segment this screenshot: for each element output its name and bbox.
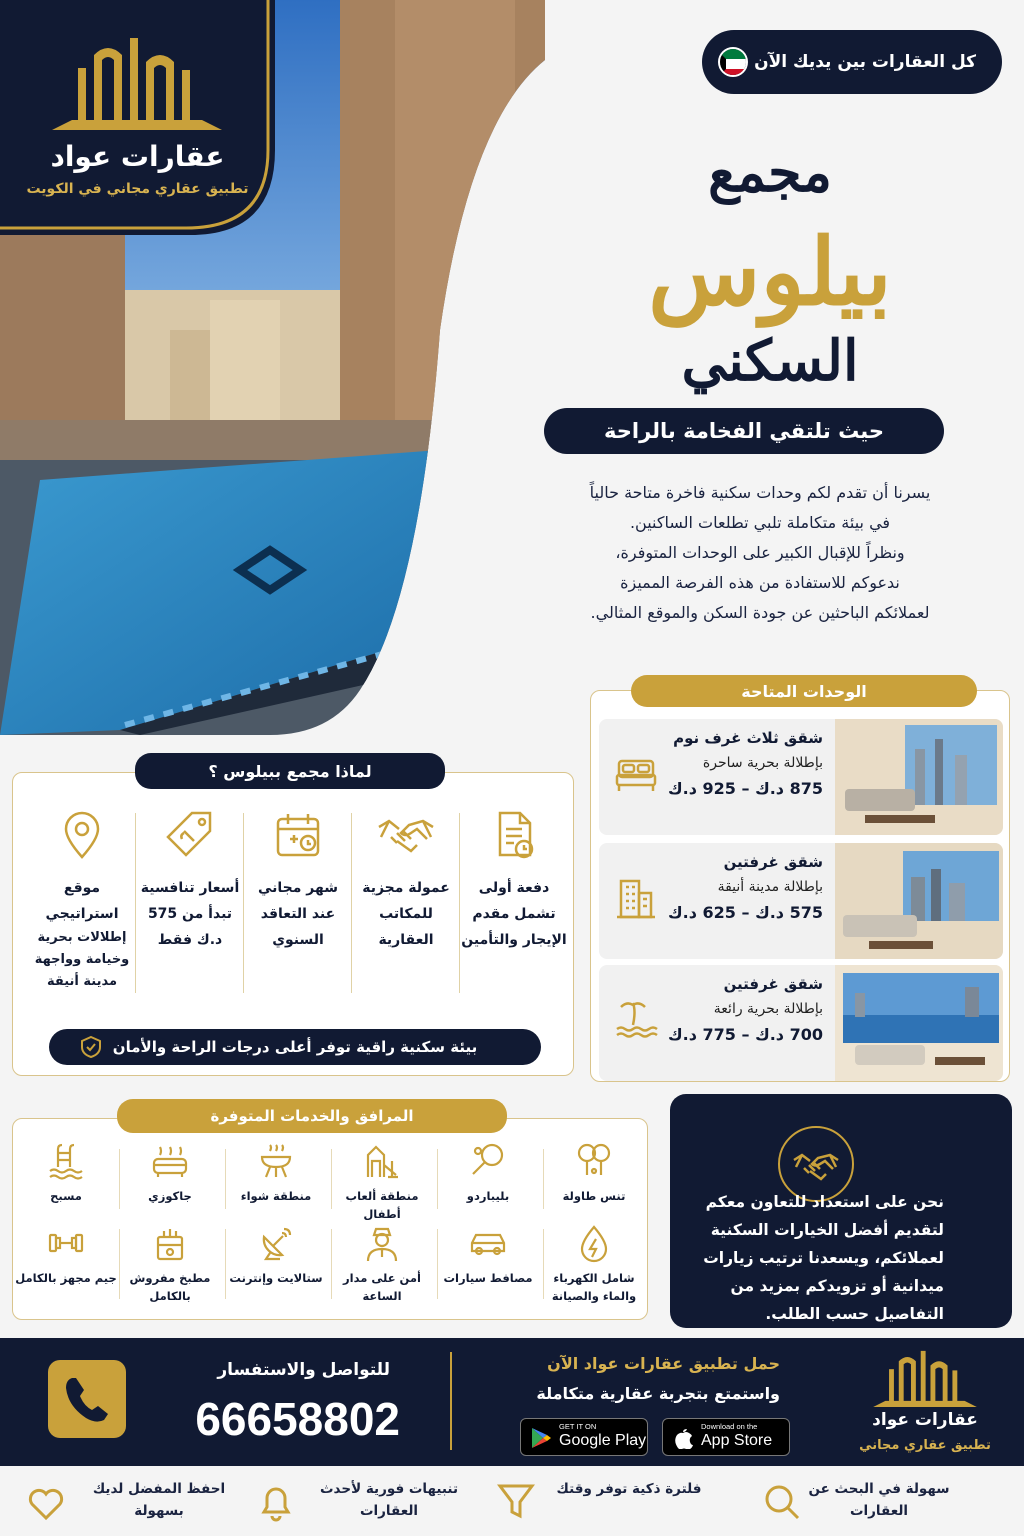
facility-item — [13, 1223, 119, 1287]
title-line-1: مجمع — [708, 140, 832, 204]
kuwait-flag-icon — [718, 47, 748, 77]
facility-item — [435, 1141, 541, 1205]
facility-label: مصافط سيارات — [443, 1271, 533, 1285]
calendar-icon — [272, 809, 324, 861]
why-item-text: عمولة مجزية للمكاتب العقارية — [362, 880, 450, 948]
divider — [543, 1229, 544, 1299]
unit-photo — [835, 965, 1003, 1081]
feature-label: احفظ المفضل لديك بسهولة — [92, 1481, 226, 1519]
contact-app-bar — [0, 1338, 1024, 1466]
gym-icon — [46, 1223, 86, 1263]
facility-item — [541, 1141, 647, 1205]
why-item-commission — [353, 809, 459, 953]
brand-tagline: تطبيق عقاري مجاني في الكويت — [26, 181, 249, 197]
facility-item — [541, 1223, 647, 1305]
bell-icon — [254, 1480, 298, 1524]
facility-label: منطقة شواء — [240, 1189, 312, 1203]
divider — [543, 1149, 544, 1209]
utilities-icon — [574, 1223, 614, 1263]
divider — [351, 813, 352, 993]
table-tennis-icon — [574, 1141, 614, 1181]
unit-card[interactable] — [599, 719, 1003, 835]
unit-card[interactable] — [599, 843, 1003, 959]
facility-item — [223, 1141, 329, 1205]
divider — [437, 1229, 438, 1299]
cooperation-text: نحن على استعداد للتعاون معكم لتقديم أفضل الخيارات السكنية لعملائكم، ويسعدنا ترتيب زيارات ميدانية أو تزويدكم بمزيد من التفاصيل حسب الطلب. — [703, 1193, 944, 1323]
footer-brand-name: عقارات عواد — [872, 1410, 978, 1430]
app-download-subtitle: واستمتع بتجربة عقارية متكاملة — [536, 1384, 780, 1403]
heart-icon — [24, 1480, 68, 1524]
facility-label: جاكوزي — [148, 1189, 192, 1203]
facility-label: شامل الكهرباء والماء والصيانة — [551, 1271, 637, 1303]
facility-label: بليباردو — [466, 1189, 510, 1203]
unit-price: 575 د.ك – 625 د.ك — [667, 903, 823, 922]
billiards-icon — [468, 1141, 508, 1181]
jacuzzi-icon — [150, 1141, 190, 1181]
why-item-free-month — [245, 809, 351, 953]
why-banner-text: بيئة سكنية راقية توفر أعلى درجات الراحة والأمان — [112, 1038, 478, 1056]
app-store-label: App Store — [701, 1432, 773, 1449]
divider — [135, 813, 136, 993]
unit-price: 700 د.ك – 775 د.ك — [667, 1025, 823, 1044]
why-item-subtext: إطلالات بحرية وخيامة وواجهة مدينة أنيقة — [34, 930, 130, 989]
unit-price: 875 د.ك – 925 د.ك — [667, 779, 823, 798]
divider — [225, 1149, 226, 1209]
google-play-label: Google Play — [559, 1432, 647, 1449]
unit-name: شقق ثلاث غرف نوم — [673, 729, 823, 747]
footer-brand-logo — [840, 1346, 1010, 1462]
feature-item — [254, 1476, 484, 1526]
why-section — [12, 761, 574, 1076]
facility-item — [223, 1223, 329, 1287]
intro-line: ندعوكم للاستفادة من هذه الفرصة المميزة — [620, 573, 900, 592]
google-play-button[interactable] — [520, 1418, 648, 1456]
facility-label: أمن على مدار الساعة — [343, 1271, 421, 1303]
filter-icon — [494, 1480, 538, 1524]
top-banner-text: كل العقارات بين يديك الآن — [754, 52, 976, 72]
shield-check-icon — [79, 1035, 103, 1059]
divider — [331, 1229, 332, 1299]
title-line-2: بيلوس — [648, 218, 892, 326]
facilities-section-title: المرافق والخدمات المتوفرة — [117, 1099, 507, 1133]
brand-logo-icon — [52, 30, 222, 135]
top-banner-pill — [702, 30, 1002, 94]
unit-name: شقق غرفتين — [723, 853, 823, 871]
intro-line: ونظراً للإقبال الكبير على الوحدات المتوفرة، — [615, 543, 905, 562]
facility-item — [13, 1141, 119, 1205]
app-store-small-text: Download on the — [701, 1422, 758, 1431]
unit-photo — [835, 843, 1003, 959]
facility-label: ستالايت وإنترنت — [229, 1271, 323, 1285]
available-units-section — [590, 681, 1010, 1082]
facility-label: مطبخ مفروش بالكامل — [129, 1271, 211, 1303]
grill-icon — [256, 1141, 296, 1181]
feature-label: تنبيهات فورية لأحدث العقارات — [319, 1481, 459, 1519]
cooperation-box — [670, 1094, 1012, 1328]
footer-brand-tagline: تطبيق عقاري مجاني — [859, 1438, 991, 1453]
satellite-icon — [256, 1223, 296, 1263]
kitchen-icon — [150, 1223, 190, 1263]
google-play-icon — [529, 1426, 553, 1450]
app-download-title: حمل تطبيق عقارات عواد الآن — [547, 1354, 780, 1373]
handshake-icon — [377, 809, 435, 861]
playground-icon — [362, 1141, 402, 1181]
divider — [225, 1229, 226, 1299]
divider — [459, 813, 460, 993]
intro-line: لعملائكم الباحثين عن جودة السكن والموقع المثالي. — [590, 603, 930, 622]
google-play-small-text: GET IT ON — [559, 1422, 597, 1431]
why-item-text: أسعار تنافسية تبدأ من 575 د.ك فقط — [140, 880, 240, 948]
why-item-text: دفعة أولى تشمل مقدم الإيجار والتأمين — [461, 880, 567, 948]
phone-icon — [48, 1360, 126, 1438]
divider — [437, 1149, 438, 1209]
title-tagline: حيث تلتقي الفخامة بالراحة — [544, 408, 944, 454]
security-guard-icon — [362, 1223, 402, 1263]
feature-item — [494, 1476, 724, 1526]
facility-item — [329, 1223, 435, 1305]
why-item-text: شهر مجاني عند التعاقد السنوي — [257, 880, 339, 948]
feature-item — [744, 1476, 974, 1526]
brand-name: عقارات عواد — [50, 140, 225, 173]
price-tag-icon — [164, 809, 216, 861]
divider — [243, 813, 244, 993]
unit-view: بإطلالة مدينة أنيقة — [717, 879, 823, 895]
feature-label: سهولة في البحث عن العقارات — [808, 1481, 950, 1519]
divider — [119, 1149, 120, 1209]
location-pin-icon — [56, 809, 108, 861]
feature-label: فلترة ذكية توفر وقتك — [556, 1481, 702, 1497]
brand-logo-panel — [0, 0, 275, 235]
facility-item — [435, 1223, 541, 1287]
brand-logo-icon — [870, 1346, 980, 1410]
car-icon — [468, 1223, 508, 1263]
unit-view: بإطلالة بحرية رائعة — [713, 1001, 823, 1017]
divider — [119, 1229, 120, 1299]
facilities-section — [12, 1107, 648, 1320]
units-section-title: الوحدات المتاحة — [631, 675, 977, 707]
title-line-3: السكني — [681, 328, 859, 394]
facility-label: تنس طاولة — [562, 1189, 626, 1203]
intro-line: في بيئة متكاملة تلبي تطلعات الساكنين. — [629, 513, 891, 532]
why-item-down-payment — [461, 809, 567, 953]
document-icon — [488, 809, 540, 861]
facility-label: جيم مجهز بالكامل — [15, 1271, 117, 1285]
facility-item — [117, 1141, 223, 1205]
facility-item — [117, 1223, 223, 1305]
pool-icon — [46, 1141, 86, 1181]
unit-name: شقق غرفتين — [723, 975, 823, 993]
phone-call-button[interactable] — [48, 1360, 126, 1438]
app-store-button[interactable] — [662, 1418, 790, 1456]
phone-number[interactable]: 66658802 — [195, 1393, 400, 1445]
apple-icon — [672, 1425, 694, 1449]
unit-view: بإطلالة بحرية ساحرة — [702, 755, 823, 771]
why-item-text: موقع استراتيجي — [45, 880, 119, 922]
divider — [450, 1352, 452, 1450]
facility-label: مسبح — [50, 1189, 82, 1203]
divider — [331, 1149, 332, 1209]
intro-line: يسرنا أن تقدم لكم وحدات سكنية فاخرة متاحة حالياً — [589, 483, 931, 502]
why-section-title: لماذا مجمع ببيلوس ؟ — [135, 753, 445, 789]
unit-photo — [835, 719, 1003, 835]
app-features-strip — [0, 1466, 1024, 1536]
feature-item — [24, 1476, 254, 1526]
why-banner — [49, 1029, 541, 1065]
why-item-prices — [137, 809, 243, 953]
intro-paragraph — [520, 478, 1000, 628]
search-icon — [760, 1480, 804, 1524]
unit-card[interactable] — [599, 965, 1003, 1081]
facility-label: منطقة ألعاب أطفال — [345, 1189, 419, 1221]
contact-label: للتواصل والاستفسار — [217, 1360, 390, 1380]
facility-item — [329, 1141, 435, 1223]
why-item-location — [29, 809, 135, 993]
